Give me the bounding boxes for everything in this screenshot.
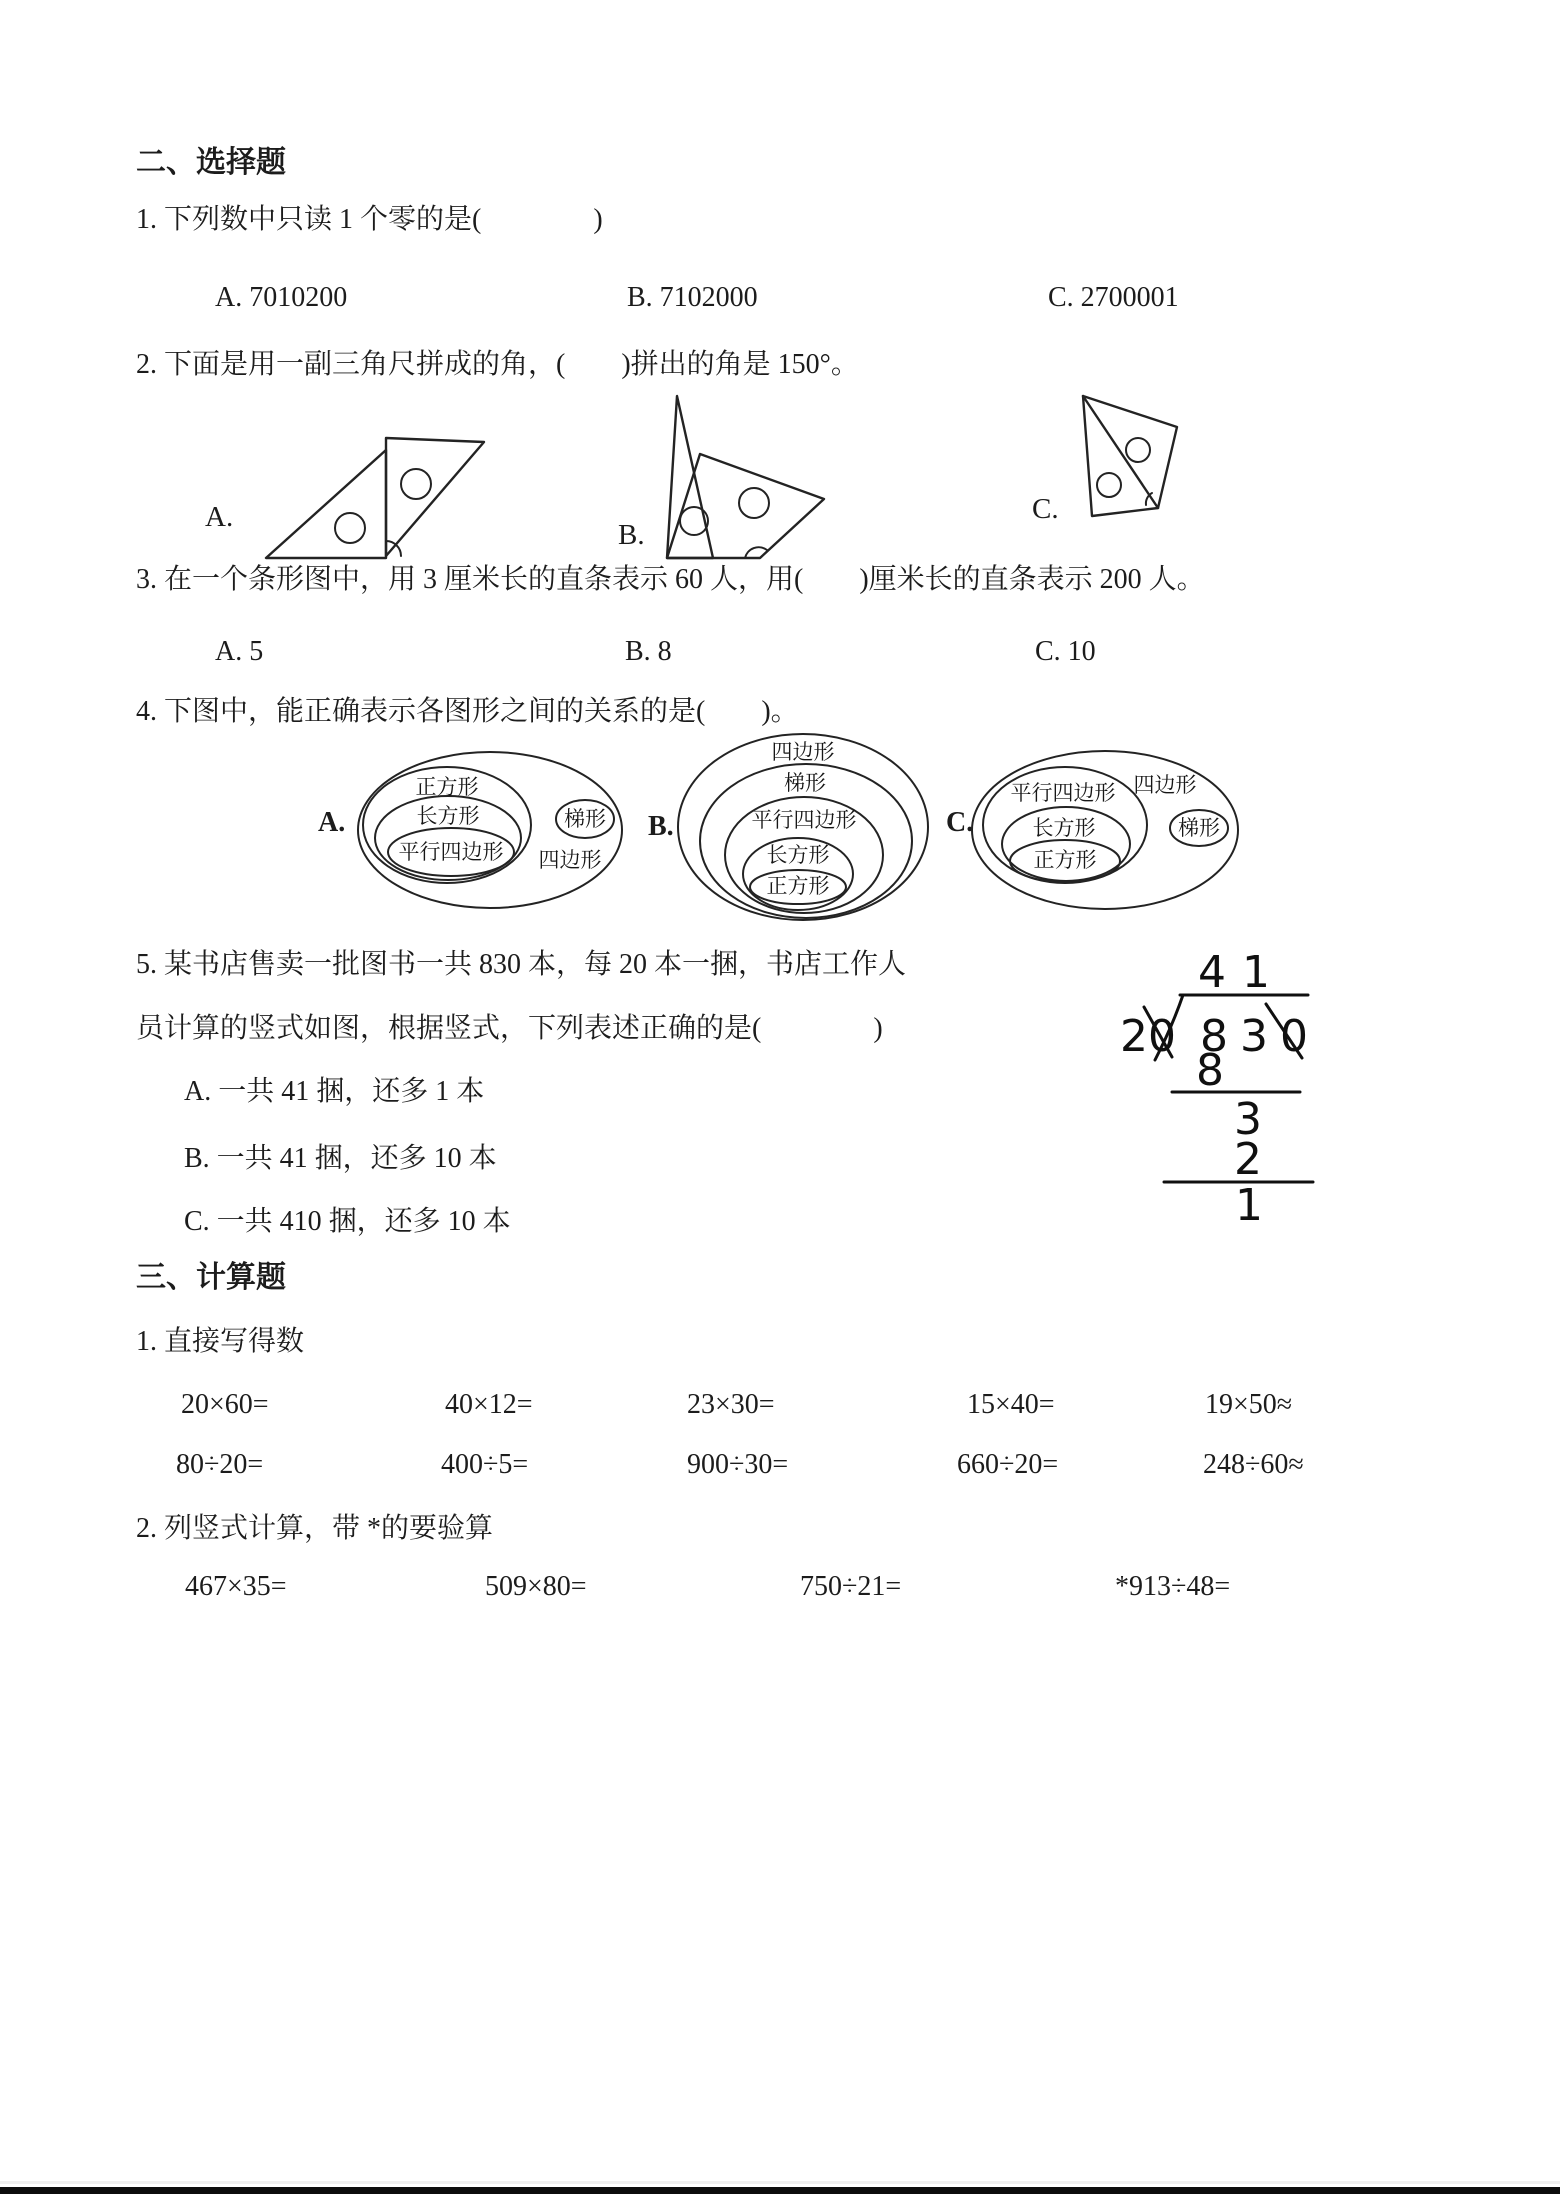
calc-title-1: 1. 直接写得数 <box>136 1326 305 1357</box>
quad-shape <box>1083 396 1177 516</box>
q2-figure-a-label: A. <box>205 501 234 533</box>
diagonal-line <box>1083 396 1158 508</box>
q5-long-division <box>1108 932 1328 1232</box>
question-4-text: 4. 下图中，能正确表示各图形之间的关系的是( )。 <box>136 696 799 727</box>
question-5-text-line2: 员计算的竖式如图，根据竖式，下列表述正确的是( ) <box>136 1013 883 1044</box>
question-1-text: 1. 下列数中只读 1 个零的是( ) <box>136 204 603 235</box>
venn-label: 平行四边形 <box>1010 781 1116 805</box>
q3-option-b: B. 8 <box>625 636 672 667</box>
calc-title-2: 2. 列竖式计算，带 *的要验算 <box>136 1513 494 1544</box>
calc-expression: 467×35= <box>185 1571 287 1602</box>
calc-expression: 750÷21= <box>800 1571 902 1602</box>
division-partial-1: 8 <box>1196 1045 1224 1096</box>
q4-diagram-b-label: B. <box>648 811 674 842</box>
q4-diagram-b <box>672 730 942 925</box>
question-5-text-line1: 5. 某书店售卖一批图书一共 830 本，每 20 本一捆，书店工作人 <box>136 949 907 980</box>
calc-expression: 20×60= <box>181 1389 269 1420</box>
q4-diagram-a <box>350 745 630 915</box>
ruler-hole-icon <box>335 513 365 543</box>
calc-expression: 15×40= <box>967 1389 1055 1420</box>
venn-label: 四边形 <box>1133 773 1197 797</box>
q2-figure-b-label: B. <box>618 519 645 551</box>
division-quotient: 41 <box>1198 947 1286 998</box>
triangle-shape <box>386 438 484 556</box>
bottom-gray-line <box>0 2181 1560 2184</box>
ruler-hole-icon <box>1126 438 1150 462</box>
calc-expression: 900÷30= <box>687 1449 789 1480</box>
division-remainder: 1 <box>1235 1180 1263 1231</box>
triangle-shape <box>667 454 824 558</box>
calc-expression: 80÷20= <box>176 1449 264 1480</box>
q3-option-a: A. 5 <box>215 636 264 667</box>
calc-expression: 23×30= <box>687 1389 775 1420</box>
venn-label: 梯形 <box>564 807 606 831</box>
venn-label: 正方形 <box>766 874 830 898</box>
calc-expression: *913÷48= <box>1115 1571 1231 1602</box>
calc-expression: 19×50≈ <box>1205 1389 1293 1420</box>
angle-arc <box>745 547 767 558</box>
bottom-black-bar <box>0 2187 1560 2194</box>
q4-diagram-c <box>968 748 1248 916</box>
division-dividend: 830 <box>1200 1011 1320 1062</box>
q2-figure-a-triangles <box>262 428 492 563</box>
calc-expression: 248÷60≈ <box>1203 1449 1304 1480</box>
calc-expression: 40×12= <box>445 1389 533 1420</box>
q2-figure-c-label: C. <box>1032 493 1059 525</box>
ruler-hole-icon <box>1097 473 1121 497</box>
q5-option-a: A. 一共 41 捆，还多 1 本 <box>184 1076 485 1107</box>
q4-diagram-c-label: C. <box>946 807 974 838</box>
q4-diagram-a-label: A. <box>318 807 346 838</box>
venn-label: 长方形 <box>766 843 830 867</box>
calc-expression: 660÷20= <box>957 1449 1059 1480</box>
q2-figure-b-triangles <box>660 392 835 564</box>
division-partial-3: 2 <box>1234 1134 1262 1185</box>
triangle-shape <box>266 450 386 558</box>
q1-option-a: A. 7010200 <box>215 282 348 313</box>
q1-option-c: C. 2700001 <box>1048 282 1179 313</box>
ruler-hole-icon <box>401 469 431 499</box>
question-2-text: 2. 下面是用一副三角尺拼成的角，( )拼出的角是 150°。 <box>136 349 859 380</box>
calc-expression: 509×80= <box>485 1571 587 1602</box>
division-partial-2: 3 <box>1234 1094 1262 1145</box>
division-divisor: 20 <box>1120 1011 1176 1062</box>
venn-label: 四边形 <box>771 740 835 764</box>
q1-option-b: B. 7102000 <box>627 282 758 313</box>
q3-option-c: C. 10 <box>1035 636 1096 667</box>
ruler-hole-icon <box>739 488 769 518</box>
venn-label: 长方形 <box>1032 816 1096 840</box>
venn-label: 平行四边形 <box>398 840 504 864</box>
venn-label: 长方形 <box>416 804 480 828</box>
q2-figure-c-triangles <box>1058 388 1208 533</box>
venn-label: 梯形 <box>1178 816 1220 840</box>
venn-label: 平行四边形 <box>751 808 857 832</box>
section-2-title: 二、选择题 <box>136 146 286 179</box>
venn-label: 四边形 <box>538 848 602 872</box>
section-3-title: 三、计算题 <box>136 1261 286 1294</box>
venn-label: 正方形 <box>415 775 479 799</box>
venn-label: 梯形 <box>784 771 826 795</box>
calc-expression: 400÷5= <box>441 1449 529 1480</box>
venn-label: 正方形 <box>1033 848 1097 872</box>
q5-option-c: C. 一共 410 捆，还多 10 本 <box>184 1206 511 1237</box>
q5-option-b: B. 一共 41 捆，还多 10 本 <box>184 1143 497 1174</box>
question-3-text: 3. 在一个条形图中，用 3 厘米长的直条表示 60 人，用( )厘米长的直条表示 200 人。 <box>136 564 1205 595</box>
